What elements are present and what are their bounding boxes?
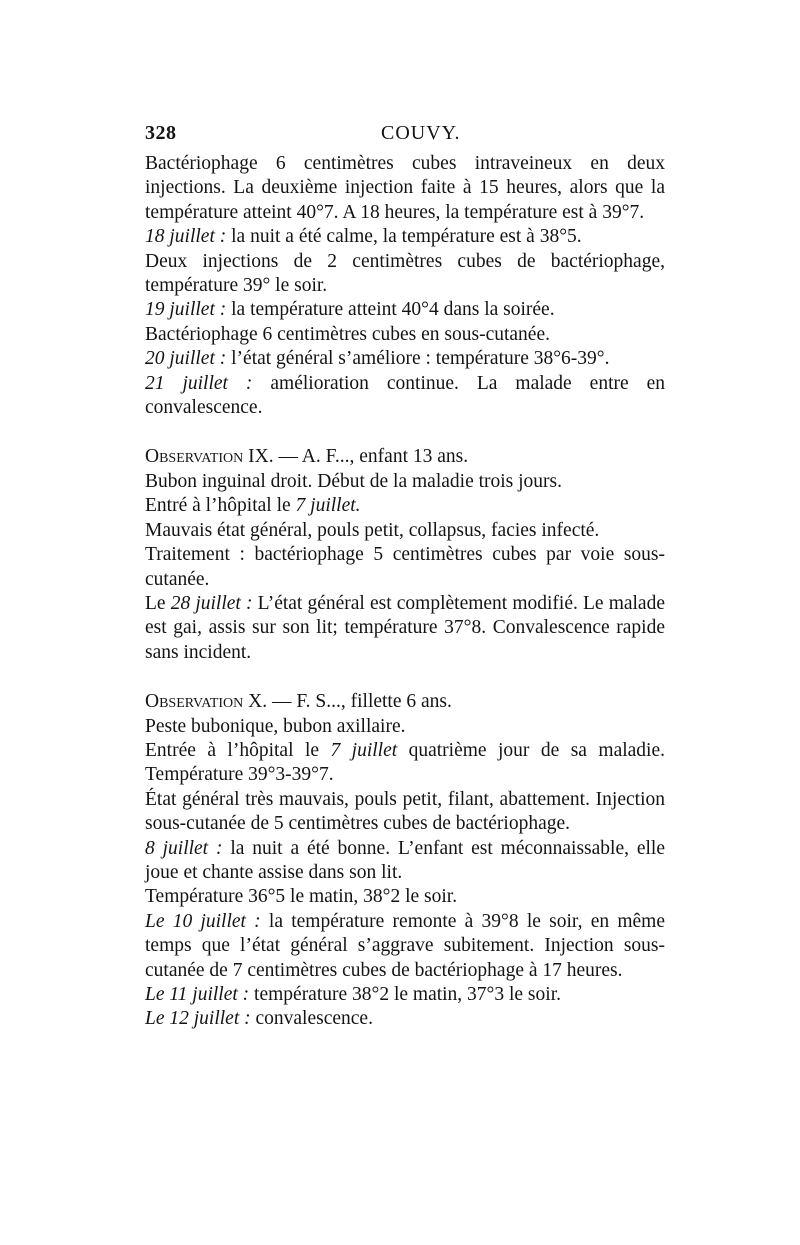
paragraph (145, 592, 665, 665)
date-label: 7 juillet (330, 739, 398, 761)
date-label: 28 juillet : (170, 592, 253, 614)
observation-heading (145, 690, 665, 714)
paragraph (145, 543, 665, 592)
page-number: 328 (145, 122, 177, 144)
paragraph-text: Mauvais état général, pouls petit, collapsus, facies infecté. (145, 519, 600, 541)
paragraph (145, 323, 665, 347)
paragraph (145, 470, 665, 494)
observation-title: Observation X. (145, 691, 268, 713)
paragraph (145, 739, 665, 788)
paragraph-text: la nuit a été bonne. L’enfant est méconnaissable, elle joue et chante assise dans son lit. (145, 837, 665, 883)
paragraph-text: Température 36°5 le matin, 38°2 le soir. (145, 886, 458, 908)
paragraph (145, 885, 665, 909)
date-label: 18 juillet : (145, 226, 227, 248)
paragraph (145, 715, 665, 739)
paragraph (145, 372, 665, 421)
paragraph-text: la nuit a été calme, la température est à 38°5. (226, 226, 582, 248)
date-label: Le 11 juillet : (145, 984, 250, 1005)
paragraph (145, 837, 665, 886)
paragraph-text: Traitement : bactériophage 5 centimètres cubes par voie sous-cutanée. (145, 544, 665, 590)
date-label: 19 juillet : (145, 299, 227, 321)
paragraph (145, 910, 665, 983)
observation-heading (145, 445, 665, 469)
date-label: 20 juillet : (145, 348, 227, 370)
paragraph (145, 298, 665, 322)
paragraph (145, 983, 665, 1007)
paragraph-text: Bubon inguinal droit. Début de la maladie trois jours. (145, 470, 563, 492)
running-title: COUVY. (381, 122, 461, 144)
paragraph-text: Entrée à l’hôpital le (145, 739, 331, 761)
date-label: 8 juillet : (145, 837, 223, 859)
body-text (145, 152, 665, 1032)
paragraph-text: Entré à l’hôpital le (145, 495, 296, 517)
paragraph-text: Peste bubonique, bubon axillaire. (145, 715, 406, 737)
paragraph (145, 788, 665, 837)
paragraph (145, 225, 665, 249)
paragraph (145, 347, 665, 371)
paragraph (145, 1007, 665, 1031)
observation-title: Observation IX. (145, 446, 274, 468)
paragraph (145, 250, 665, 299)
observation-subject: — F. S..., fillette 6 ans. (267, 691, 452, 713)
paragraph-text: Bactériophage 6 centimètres cubes intraveineux en deux injections. La deuxième injection faite à 15 heures, alors que la température atteint 40°7. A 18 heures, la température est à 39°7. (145, 153, 665, 223)
paragraph-text: l’état général s’améliore : température 38°6-39°. (226, 348, 610, 370)
paragraph-text: amélioration continue. La malade entre en convalescence. (145, 372, 665, 419)
section-gap (145, 420, 665, 445)
date-label: Le 10 juillet : (145, 910, 261, 932)
paragraph-text: État général très mauvais, pouls petit, filant, abattement. Injection sous-cutanée de 5 centimètres cubes de bactériophage. (145, 788, 665, 835)
paragraph-text: Bactériophage 6 centimètres cubes en sous-cutanée. (145, 323, 550, 345)
paragraph-text: L’état général est complètement modifié. Le malade est gai, assis sur son lit; température 37°8. Convalescence rapide sans incident. (145, 592, 665, 663)
paragraph-text: convalescence. (250, 1008, 373, 1030)
page-header (145, 122, 665, 146)
date-label: Le 12 juillet : (145, 1008, 251, 1030)
section-gap (145, 665, 665, 690)
paragraph-text: la température remonte à 39°8 le soir, en même temps que l’état général s’aggrave subitement. Injection sous-cutanée de 7 centimètres cubes de bactériophage à 17 heures. (145, 910, 665, 981)
paragraph (145, 494, 665, 518)
paragraph-text: la température atteint 40°4 dans la soirée. (226, 299, 555, 321)
paragraph (145, 152, 665, 225)
date-label: 7 juillet. (295, 495, 361, 517)
paragraph-text: Le (145, 592, 171, 614)
paragraph (145, 519, 665, 543)
paragraph-text: quatrième jour de sa maladie. Température 39°3-39°7. (145, 739, 665, 786)
paragraph-text: température 38°2 le matin, 37°3 le soir. (249, 984, 561, 1005)
observation-subject: — A. F..., enfant 13 ans. (273, 446, 469, 468)
paragraph-text: Deux injections de 2 centimètres cubes de bactériophage, température 39° le soir. (145, 250, 665, 297)
date-label: 21 juillet : (145, 372, 253, 394)
